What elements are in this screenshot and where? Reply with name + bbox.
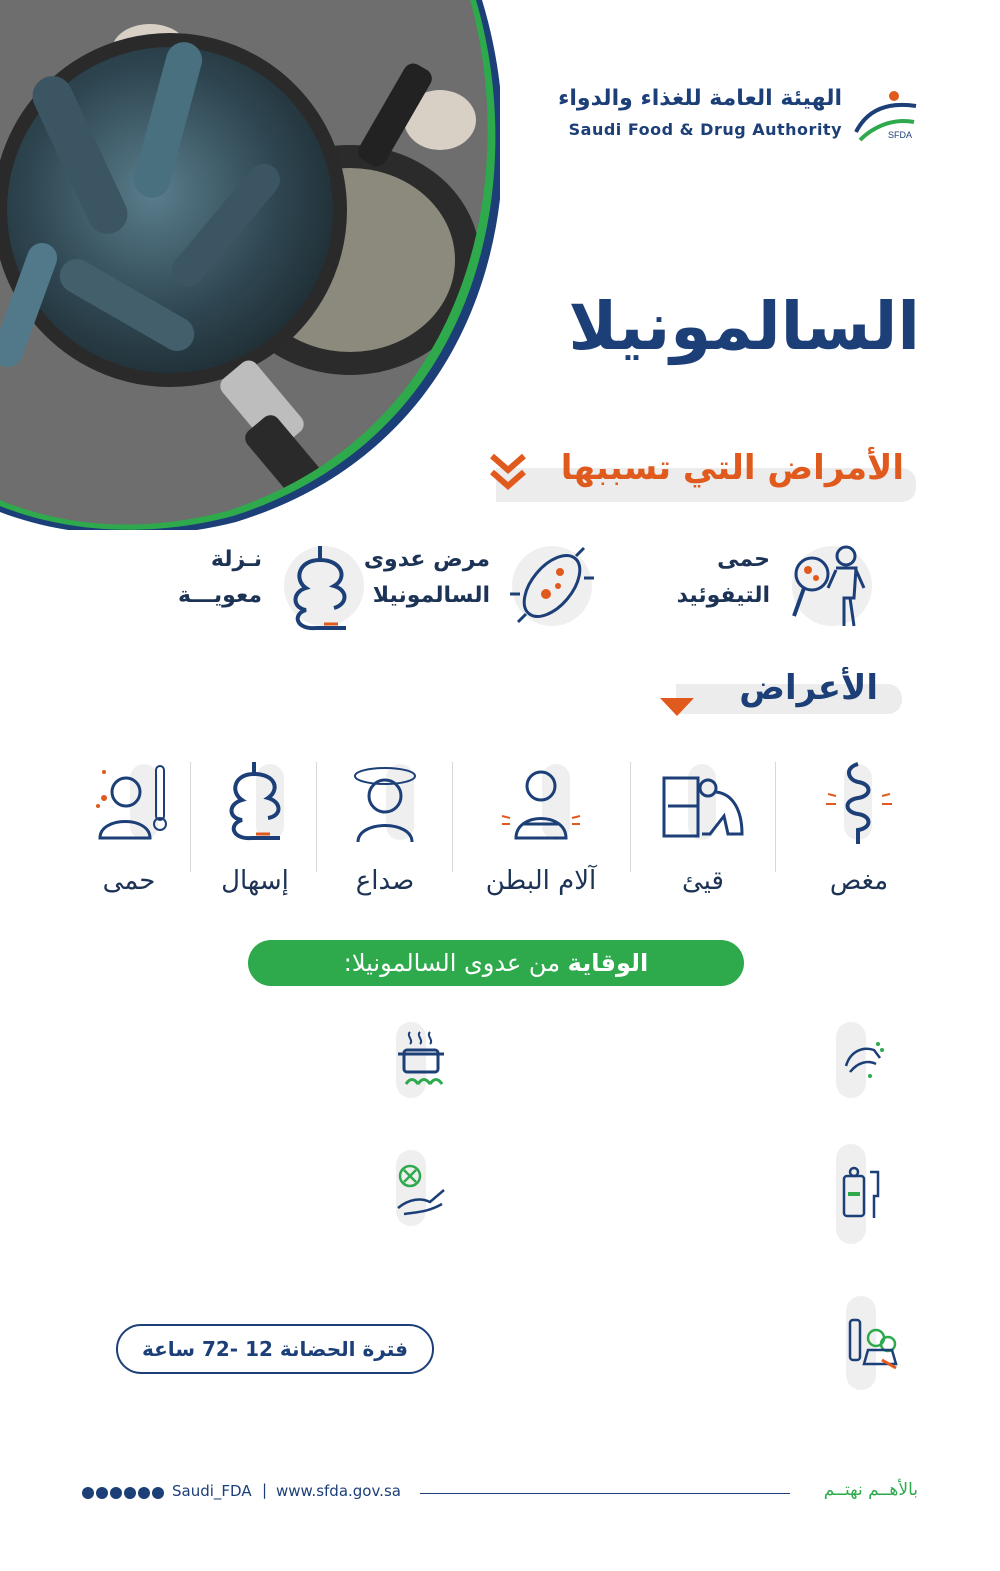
divider [630,762,631,872]
vomiting-icon [658,758,748,848]
symptom-fever [64,758,194,908]
diseases-heading: الأمراض التي تسببها [560,448,904,488]
website-link[interactable]: www.sfda.gov.sa [276,1482,401,1500]
sfda-logo [558,86,922,148]
bacteria-icon [504,538,600,634]
prevention-heading: الوقاية من عدوى السالمونيلا: [248,940,744,986]
groceries-icon [846,1296,904,1372]
symptom-headache-label: صداع [355,866,415,896]
brand-name-english: Saudi Food & Drug Authority [568,120,842,139]
facebook-icon[interactable] [152,1487,164,1499]
disease-gastroenteritis [112,528,372,638]
social-icons [82,1484,168,1500]
footer-separator: | [262,1481,268,1499]
symptom-diarrhea [190,758,320,908]
youtube-icon[interactable] [124,1487,136,1499]
cutting-board-icon [836,1144,894,1220]
intestine-stomach-icon [276,538,372,634]
disease-typhoid-label: حمى التيفوئيد [676,547,770,608]
footer-slogan: بالأهــم نهتــم [823,1480,918,1500]
symptom-cramps-label: مغص [829,866,889,896]
brand-name-arabic: الهيئة العامة للغذاء والدواء [558,86,842,111]
footer-divider [420,1493,790,1494]
disease-typhoid [620,528,880,638]
no-hand-icon [396,1150,454,1226]
symptom-fever-label: حمى [102,866,156,896]
headache-icon [340,758,430,848]
symptom-headache [320,758,450,908]
triangle-down-icon [660,698,694,716]
disease-gastroenteritis-label: نـزلة معويـــة [178,547,262,608]
disease-salmonellosis [340,528,600,638]
divider [452,762,453,872]
symptom-vomiting-label: قيئ [682,866,724,896]
fever-thermometer-icon [84,758,174,848]
instagram-icon[interactable] [110,1487,122,1499]
stomach-icon [210,758,300,848]
symptom-diarrhea-label: إسهال [221,866,289,896]
cooking-pot-icon [396,1022,454,1098]
abdominal-pain-icon [496,758,586,848]
sfda-emblem-icon [850,88,922,146]
symptom-abdominal-pain-label: آلام البطن [485,866,597,896]
symptoms-heading: الأعراض [739,668,878,708]
footer [0,1476,1000,1510]
snapchat-icon[interactable] [96,1487,108,1499]
symptom-vomiting [638,758,768,908]
hand-wash-icon [836,1022,894,1098]
symptom-abdominal-pain [476,758,606,908]
intestine-icon [814,758,904,848]
disease-salmonellosis-label: مرض عدوى السالمونيلا [363,547,490,608]
page-title: السالمونيلا [568,288,920,365]
symptom-cramps [794,758,924,908]
sfda-mark-text: SFDA [888,130,913,140]
linkedin-icon[interactable] [138,1487,150,1499]
divider [775,762,776,872]
magnifier-person-icon [784,538,880,634]
incubation-period-badge: فترة الحضانة 12 -72 ساعة [116,1324,434,1374]
twitter-icon[interactable] [82,1487,94,1499]
double-chevron-down-icon [488,450,528,494]
hero-illustration [0,0,500,530]
social-handle[interactable]: Saudi_FDA [172,1482,252,1500]
